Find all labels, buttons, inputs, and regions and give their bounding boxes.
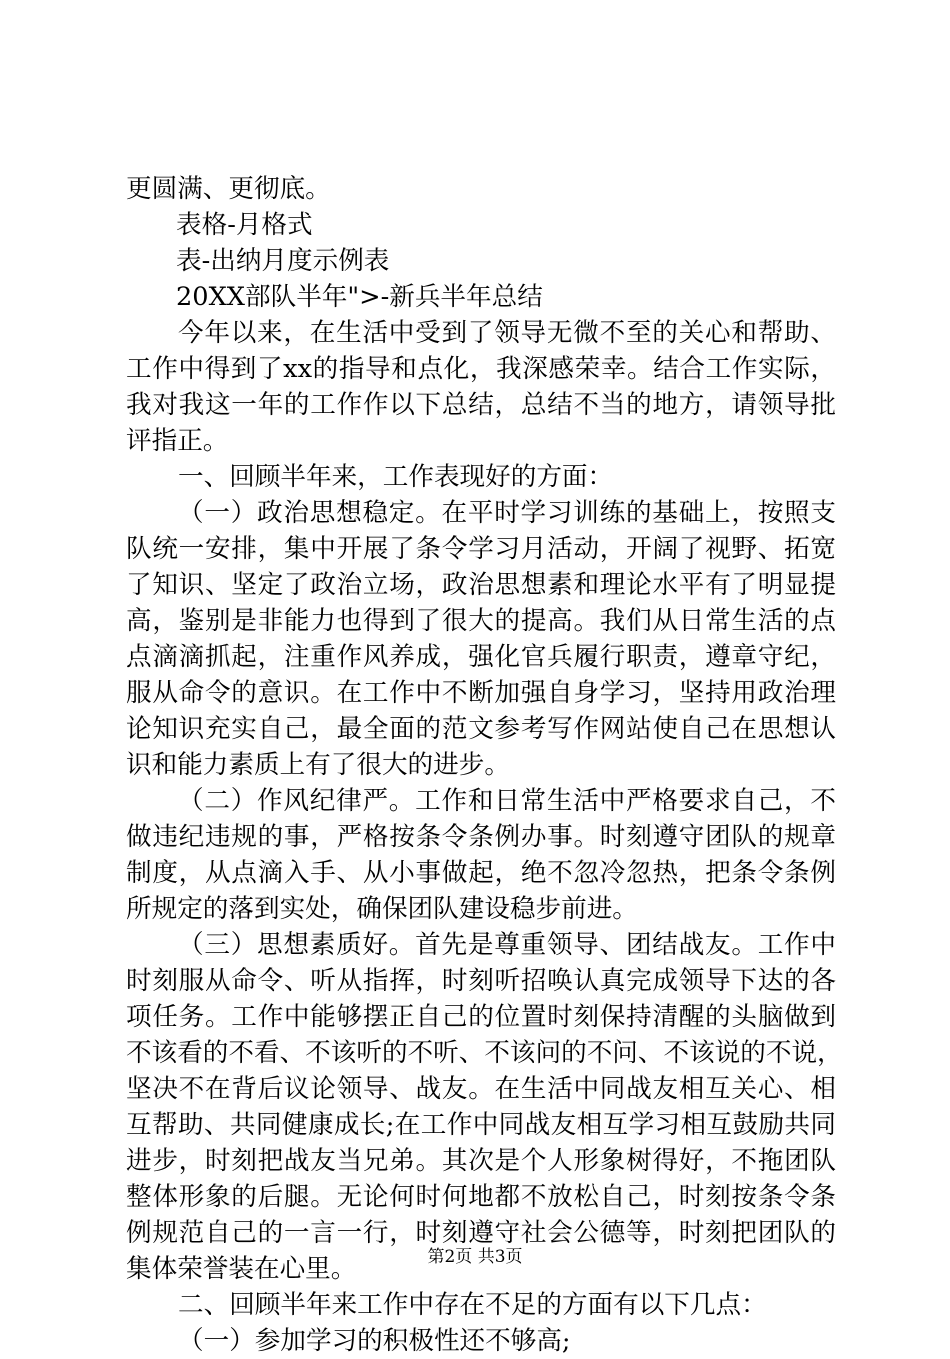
text-line: 论知识充实自己，最全面的范文参考写作网站使自己在思想认 bbox=[126, 714, 836, 744]
text-line: （二）作风纪律严。工作和日常生活中严格要求自己，不 bbox=[178, 786, 836, 816]
text-line: 点滴滴抓起，注重作风养成，强化官兵履行职责，遵章守纪， bbox=[126, 642, 836, 672]
text-line: 了知识、坚定了政治立场，政治思想素和理论水平有了明显提 bbox=[126, 570, 836, 600]
text-line: 制度，从点滴入手、从小事做起，绝不忽冷忽热，把条令条例 bbox=[126, 858, 836, 888]
text-line: 评指正。 bbox=[126, 426, 229, 456]
text-line: 我对我这一年的工作作以下总结，总结不当的地方，请领导批 bbox=[126, 390, 836, 420]
text-line: 表格-月格式 bbox=[176, 210, 313, 240]
text-line: 集体荣誉装在心里。 bbox=[126, 1254, 357, 1284]
text-line: 坚决不在背后议论领导、战友。在生活中同战友相互关心、相 bbox=[126, 1074, 836, 1104]
text-line: 队统一安排，集中开展了条令学习月活动，开阔了视野、拓宽 bbox=[126, 534, 836, 564]
page-footer: 第2页 共3页 bbox=[427, 1247, 523, 1267]
text-line: 时刻服从命令、听从指挥，时刻听招唤认真完成领导下达的各 bbox=[126, 966, 836, 996]
text-line: 今年以来，在生活中受到了领导无微不至的关心和帮助、 bbox=[178, 318, 836, 348]
text-line: 服从命令的意识。在工作中不断加强自身学习，坚持用政治理 bbox=[126, 678, 836, 708]
text-line: 做违纪违规的事，严格按条令条例办事。时刻遵守团队的规章 bbox=[126, 822, 836, 852]
text-line: 所规定的落到实处，确保团队建设稳步前进。 bbox=[126, 894, 638, 924]
text-line: 20XX部队半年">-新兵半年总结 bbox=[176, 282, 543, 312]
text-line: 工作中得到了xx的指导和点化，我深感荣幸。结合工作实际， bbox=[126, 354, 836, 384]
text-line: （一）参加学习的积极性还不够高; bbox=[178, 1326, 571, 1356]
text-line: 二、回顾半年来工作中存在不足的方面有以下几点： bbox=[178, 1290, 767, 1320]
text-line: 表-出纳月度示例表 bbox=[176, 246, 390, 276]
text-line: 识和能力素质上有了很大的进步。 bbox=[126, 750, 510, 780]
text-line: 一、回顾半年来，工作表现好的方面： bbox=[178, 462, 614, 492]
text-line: 互帮助、共同健康成长;在工作中同战友相互学习相互鼓励共同 bbox=[126, 1110, 836, 1140]
text-line: 高，鉴别是非能力也得到了很大的提高。我们从日常生活的点 bbox=[126, 606, 836, 636]
text-line: （一）政治思想稳定。在平时学习训练的基础上，按照支 bbox=[178, 498, 836, 528]
text-line: （三）思想素质好。首先是尊重领导、团结战友。工作中 bbox=[178, 930, 836, 960]
text-line: 例规范自己的一言一行，时刻遵守社会公德等，时刻把团队的 bbox=[126, 1218, 836, 1248]
text-line: 进步，时刻把战友当兄弟。其次是个人形象树得好，不拖团队 bbox=[126, 1146, 836, 1176]
document-body bbox=[126, 171, 843, 1359]
text-line: 不该看的不看、不该听的不听、不该问的不问、不该说的不说， bbox=[126, 1038, 843, 1068]
text-line: 项任务。工作中能够摆正自己的位置时刻保持清醒的头脑做到 bbox=[126, 1002, 836, 1032]
text-line: 整体形象的后腿。无论何时何地都不放松自己，时刻按条令条 bbox=[126, 1182, 836, 1212]
text-line: 更圆满、更彻底。 bbox=[126, 174, 331, 204]
